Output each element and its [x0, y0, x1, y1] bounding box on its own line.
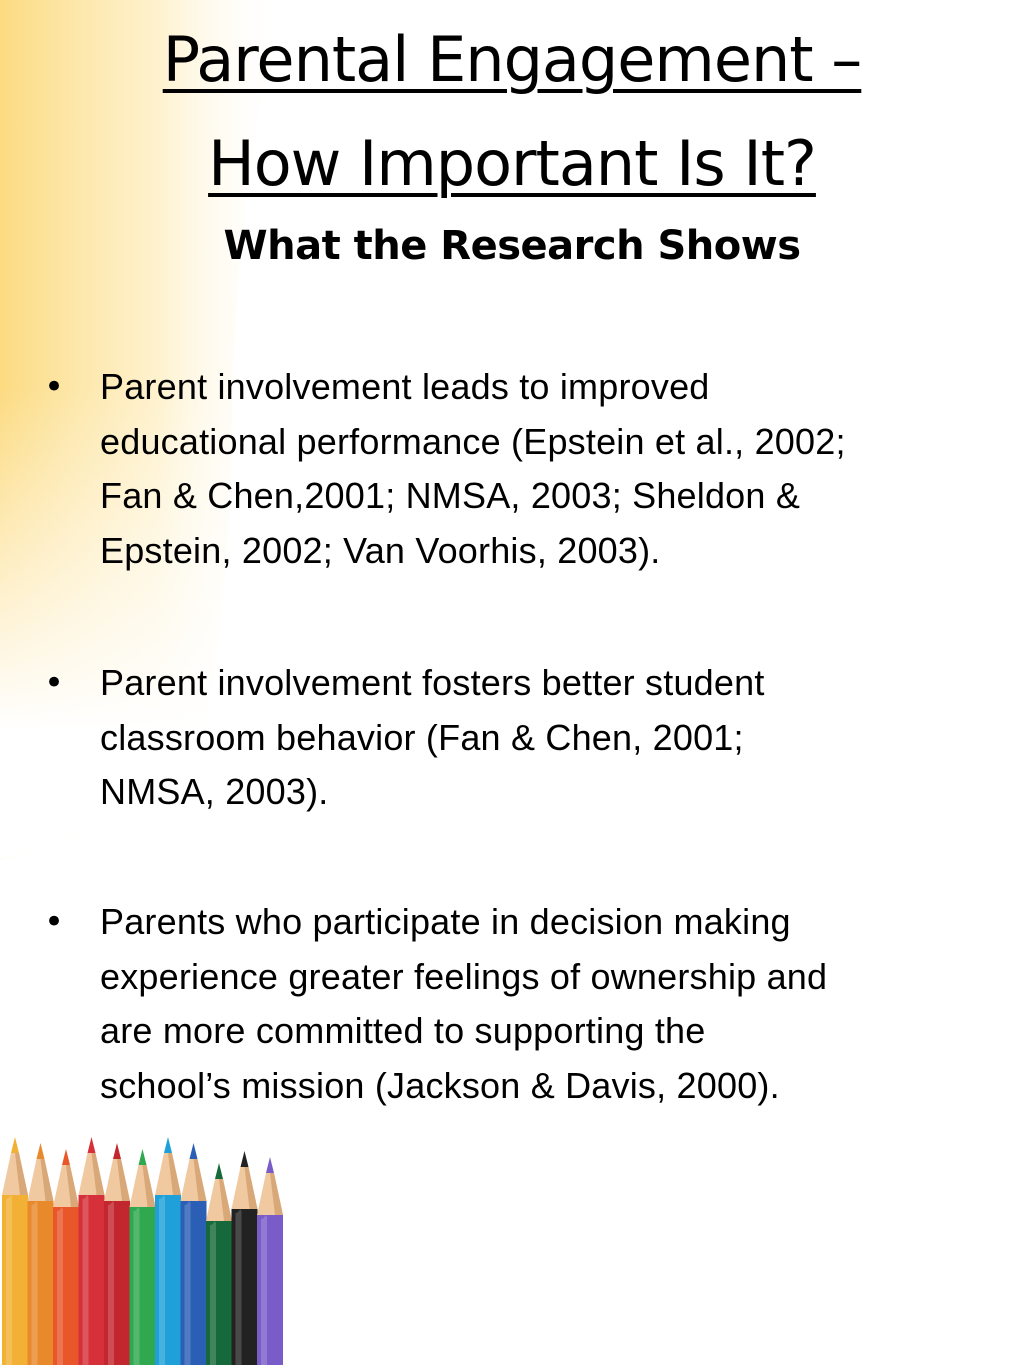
- pencil-7: [155, 1137, 181, 1365]
- bullet-symbol: •: [44, 367, 65, 407]
- slide-title-line-2: How Important Is It?: [208, 127, 816, 200]
- pencil-9: [206, 1163, 232, 1365]
- pencil-8: [181, 1143, 207, 1365]
- pencil-10: [232, 1151, 258, 1365]
- pencil-6: [130, 1149, 156, 1365]
- slide-title-line-1: Parental Engagement –: [162, 23, 862, 96]
- pencil-3: [53, 1149, 79, 1365]
- pencil-5: [104, 1143, 130, 1365]
- pencil-4: [79, 1137, 105, 1365]
- slide-subtitle: What the Research Shows: [223, 223, 801, 269]
- bullet-text-2: Parent involvement fosters better student classroom behavior (Fan & Chen, 2001; NMSA, 2003).: [100, 662, 765, 812]
- pencil-11: [257, 1157, 283, 1365]
- title-block: [0, 24, 1024, 272]
- bullet-text-1: Parent involvement leads to improved educational performance (Epstein et al., 2002; Fan & Chen,2001; NMSA, 2003; Sheldon & Epstein, 2002; Van Voorhis, 2003).: [100, 366, 846, 571]
- colored-pencils-image: [0, 1125, 300, 1365]
- bullet-symbol: •: [44, 902, 65, 942]
- bullet-text-3: Parents who participate in decision making experience greater feelings of ownership and are more committed to supporting the school’s mission (Jackson & Davis, 2000).: [100, 901, 828, 1106]
- pencil-1: [2, 1137, 28, 1365]
- bullet-symbol: •: [44, 663, 65, 703]
- pencil-2: [28, 1143, 54, 1365]
